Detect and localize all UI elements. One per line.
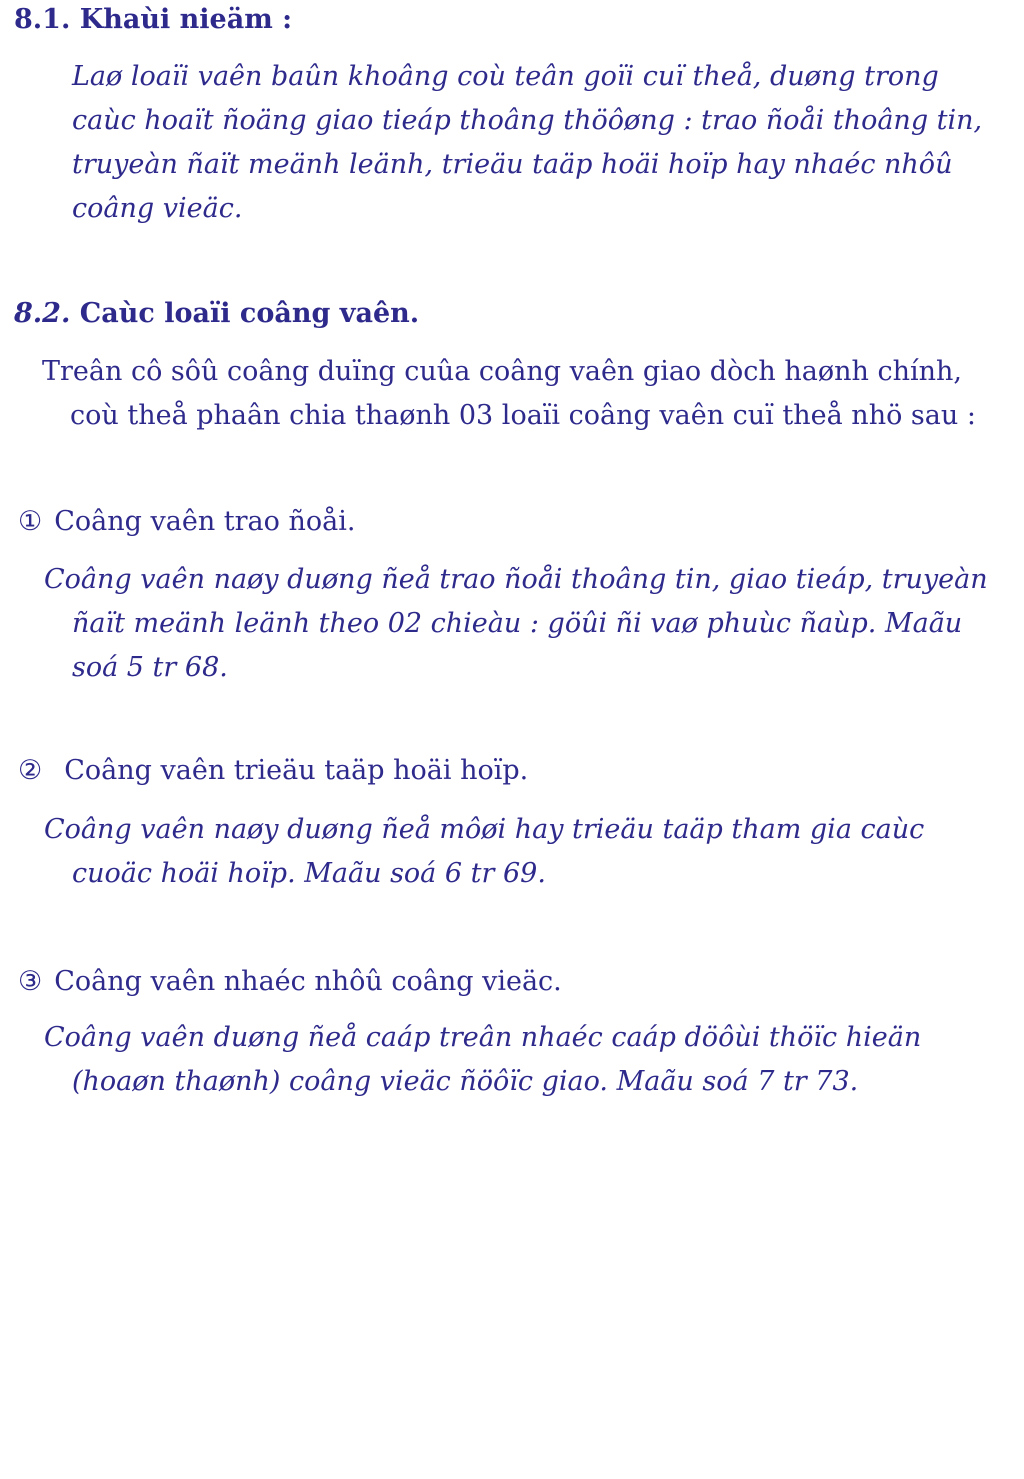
section-2-number: 8.2. [14, 298, 71, 329]
section-1-heading: 8.1. Khaùi nieäm : [14, 4, 293, 35]
text-line: Treân cô sôû coâng duïng cuûa coâng vaên giao dòch haønh chính, [42, 356, 963, 387]
text-line: coâng vieäc. [72, 193, 243, 224]
item-3-title [18, 966, 562, 997]
section-1-definition [72, 55, 982, 231]
item-1-title [18, 506, 355, 537]
text-line: Coâng vaên naøy duøng ñeå môøi hay trieäu taäp tham gia caùc [44, 814, 925, 845]
text-line: coù theå phaân chia thaønh 03 loaïi coâng vaên cuï theå nhö sau : [70, 400, 976, 431]
text-line: soá 5 tr 68. [72, 652, 228, 683]
text-line: (hoaøn thaønh) coâng vieäc ñöôïc giao. Maãu soá 7 tr 73. [72, 1066, 859, 1097]
item-2-description [44, 808, 924, 896]
text-line: Coâng vaên naøy duøng ñeå trao ñoåi thoâng tin, giao tieáp, truyeàn [44, 564, 988, 595]
text-line: caùc hoaït ñoäng giao tieáp thoâng thöôøng : trao ñoåi thoâng tin, [72, 105, 983, 136]
circled-three-icon: ③ [18, 966, 43, 997]
text-line: Laø loaïi vaên baûn khoâng coù teân goïi cuï theå, duøng trong [72, 61, 939, 92]
item-title-text: Coâng vaên trao ñoåi. [54, 506, 356, 537]
text-line: Coâng vaên duøng ñeå caáp treân nhaéc caáp döôùi thöïc hieän [44, 1022, 922, 1053]
text-line: truyeàn ñaït meänh leänh, trieäu taäp hoäi hoïp hay nhaéc nhôû [72, 149, 953, 180]
circled-one-icon: ① [18, 506, 43, 537]
text-line: ñaït meänh leänh theo 02 chieàu : göûi ñi vaø phuùc ñaùp. Maãu [72, 608, 963, 639]
section-2-heading [14, 298, 419, 329]
item-title-text: Coâng vaên trieäu taäp hoäi hoïp. [64, 755, 529, 786]
circled-two-icon: ② [18, 755, 43, 786]
item-title-text: Coâng vaên nhaéc nhôû coâng vieäc. [54, 966, 562, 997]
section-2-intro [42, 350, 976, 438]
item-3-description [44, 1016, 921, 1104]
text-line: cuoäc hoäi hoïp. Maãu soá 6 tr 69. [72, 858, 546, 889]
item-1-description [44, 558, 988, 690]
section-2-title: Caùc loaïi coâng vaên. [70, 298, 420, 329]
item-2-title [18, 755, 528, 786]
